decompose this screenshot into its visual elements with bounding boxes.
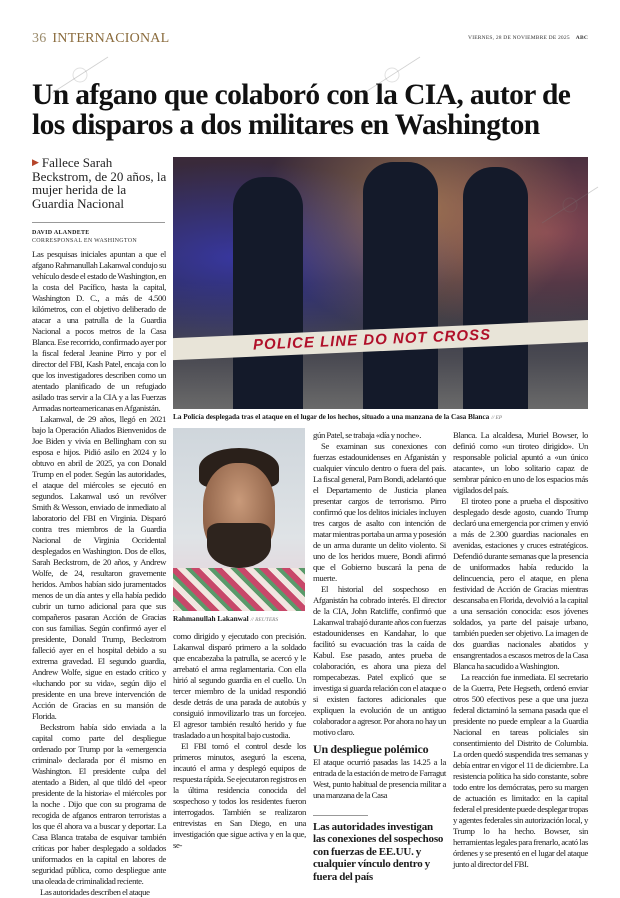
main-photo <box>173 157 588 409</box>
article-column-4 <box>453 430 588 870</box>
author-role: CORRESPONSAL EN WASHINGTON <box>32 238 138 244</box>
paragraph: El tiroteo pone a prueba el dispositivo desplegado desde agosto, cuando Trump declaró una emergencia por crimen y envió a más de 2.300 guardias nacionales en avenidas, estaciones y cruces estratégicos. Defendió durante semanas que la presencia de uniformados había reducido la delincuencia, pero el ataque, en plena festividad de Acción de Gracias mientras descansaba en Florida, devolvió a la capital a una sensación conocida: esos jóvenes soldados, ya parte del paisaje urbano, también pueden ser objetivo. La imagen de dos guardias nacionales abatidos y ensangrentados a escasos metros de la Casa Blanca ha sacudido a Washington. <box>453 496 588 671</box>
section-header <box>32 31 169 47</box>
paragraph: como dirigido y ejecutado con precisión. Lakanwal disparó primero a la soldado que encabezaba la patrulla, se acercó y le arrebató el arma reglamentaria. Con ella hirió al segundo guardia en el cuello. Un tercer miembro de la unidad respondió desde detrás de una parada de autobús y consiguió inmovilizarlo tras un forcejeo. El agresor también resultó herido y fue trasladado a un hospital bajo custodia. <box>173 631 306 740</box>
article-column-2 <box>173 631 306 851</box>
publication-name: ABC <box>575 35 588 41</box>
pull-quote: Las autoridades investigan las conexiones del sospechoso con fuerzas de EE.UU. y cualquier vínculo dentro y fuera del país <box>313 821 444 883</box>
paragraph: gún Patel, se trabaja «día y noche». <box>313 430 422 440</box>
paragraph: El FBI tomó el control desde los primeros minutos, aseguró la escena, incautó el arma y desplegó equipos de respuesta rápida. Se ejecutaron registros en la última residencia conocida del sospechoso y todos los residentes fueron interrogados. También se realizaron entrevistas en San Diego, en una investigación que sigue activa y en la que, se- <box>173 741 306 850</box>
photo-credit: // REUTERS <box>250 617 279 623</box>
author-name: DAVID ALANDETE <box>32 230 90 236</box>
paragraph: Blanca. La alcaldesa, Muriel Bowser, lo definió como «un tiroteo dirigido». Un responsable policial apuntó a «un único atacante», un lobo solitario capaz de sembrar pánico en uno de los espacios más vigilados del país. <box>453 430 588 495</box>
divider <box>313 815 368 816</box>
photo-officer <box>233 177 303 409</box>
portrait-photo <box>173 428 305 611</box>
paragraph: Se examinan sus conexiones con fuerzas estadounidenses en Afganistán y cualquier vínculo dentro o fuera del país. La fiscal general, Pam Bondi, adelantó que el Departamento de Justicia planea presentar cargos de terrorismo. Pirro confirmó que los delitos iniciales incluyen tres cargos de asalto con intención de matar mientras portaba un arma y posesión de un arma durante un delito violento. Si uno de los heridos muere, Bondi afirmó que el Gobierno buscará la pena de muerte. <box>313 441 446 583</box>
paragraph: Las pesquisas iniciales apuntan a que el afgano Rahmanullah Lakanwal condujo su vehículo desde el estado de Washington, en la costa del Pacífico, hasta la capital, Washington D. C., a más de 4.500 kilómetros, con el objetivo deliberado de atacar a una patrulla de la Guardia Nacional a pocos metros de la Casa Blanca. Ese recorrido, confirmado ayer por la fiscal federal Jeanine Pirro y por el director del FBI, Kash Patel, encaja con lo que los investigadores describen como un atentado planificado de un refugiado asilado tras servir a la CIA y a las Fuerzas Armadas norteamericanas en Afganistán. <box>32 249 166 413</box>
paragraph: Beckstrom había sido enviada a la capital como parte del despliegue ordenado por Trump por la «emergencia criminal» declarada por él mismo en Washington. El presidente culpa del atentado a Biden, al que tildó del «peor presidente de la historia» el miércoles por la noche . Dijo que con su programa de recogida de afganos entraron terroristas a los que él ahora va a buscar y deportar. La Casa Blanca trataba de esquivar también críticas por haber desplegado a soldados uniformados en la capital en labores de seguridad pública, como despliegue ante una oleada de criminalidad reciente. <box>32 722 166 886</box>
headline: Un afgano que colaboró con la CIA, autor de los disparos a dos militares en Washington <box>32 79 571 141</box>
photo-caption <box>173 412 593 421</box>
paragraph: Las autoridades describen el ataque <box>40 887 150 897</box>
paragraph: La reacción fue inmediata. El secretario de la Guerra, Pete Hegseth, ordenó enviar otros 500 efectivos pese a que una jueza federal dictaminó la semana pasada que el presidente no puede emplear a la Guardia Nacional en tareas policiales sin consentimiento del Distrito de Columbia. La orden quedó suspendida tres semanas y debía entrar en vigor el 11 de diciembre. La resistencia política ha sido constante, sobre todo entre los demócratas, pero su margen de actuación es limitado: en la capital federal el presidente puede desplegar tropas y agentes federales sin autorización local, y Trump lo ha hecho. Bowser, sin herramientas legales para frenarlo, acató las órdenes y se presentó en el lugar del ataque junto al director del FBI. <box>453 672 588 869</box>
section-name: INTERNACIONAL <box>52 31 170 46</box>
portrait-beard <box>207 523 271 568</box>
dateline <box>468 35 588 41</box>
portrait-caption <box>173 614 278 623</box>
page-number: 36 <box>32 31 47 46</box>
paragraph: El historial del sospechoso en Afganistán ha cobrado interés. El director de la CIA, John Ratcliffe, confirmó que Lakanwal trabajó durante años con fuerzas estadounidenses en Kandahar, lo que facilitó su evacuación tras la caída de Kabul. Ese pasado, antes prueba de colaboración, es ahora una pieza del rompecabezas. Patel explicó que se investiga si guarda relación con el ataque o si existen factores adicionales que expliquen la evolución de un antiguo colaborador a agresor. Por ahora no hay un motivo claro. <box>313 584 446 737</box>
article-column-3 <box>313 430 446 883</box>
triangle-bullet-icon: ▶ <box>32 157 39 167</box>
subhead <box>32 156 167 210</box>
subhead-text: Fallece Sarah Beckstrom, de 20 años, la mujer herida de la Guardia Nacional <box>32 155 167 211</box>
caption-text: La Policía desplegada tras el ataque en el lugar de los hechos, situado a una manzana de la Casa Blanca <box>173 412 490 421</box>
portrait-shirt <box>173 568 305 611</box>
byline <box>32 229 137 245</box>
police-tape: POLICE LINE DO NOT CROSS <box>173 319 588 360</box>
caption-text: Rahmanullah Lakanwal <box>173 614 249 623</box>
divider <box>32 222 165 223</box>
paragraph: El ataque ocurrió pasadas las 14.25 a la entrada de la estación de metro de Farragut West, punto habitual de presencia militar a una manzana de la Casa <box>313 757 446 800</box>
photo-officer <box>363 162 438 409</box>
paragraph: Lakanwal, de 29 años, llegó en 2021 bajo la Operación Aliados Bienvenidos de Joe Biden y vivía en Bellingham con su esposa e hijos. Pidió asilo en 2024 y lo obtuvo en abril de 2025, ya con Donald Trump en el poder. Según las autoridades, el ataque del miércoles se ejecutó en segundos. Lakanwal usó un revólver Smith & Wesson, enviado de inmediato al laboratorio del FBI en Virginia. Disparó contra tres miembros de la Guardia Nacional de Virginia Occidental desplegados en Washington. Dos de ellos, Sarah Beckstrom, de 20 años, y Andrew Wolfe, de 24, resultaron gravemente heridos. Ambos habían sido juramentados menos de un día antes y ella había pedido cubrir un turno adicional para que sus compañeros pasaran Acción de Gracias con sus familias. Según confirmó ayer el presidente, Donald Trump, Beckstrom falleció ayer en el hospital debido a su extrema gravedad. El segundo guardia, Andrew Wolfe, sigue en estado crítico y «luchando por su vida», según dijo el presidente en una breve intervención de Acción de Gracias en su mansión de Florida. <box>32 414 166 721</box>
section-subhead: Un despliegue polémico <box>313 742 429 756</box>
date: VIERNES, 28 DE NOVIEMBRE DE 2025 <box>468 35 570 41</box>
article-column-1 <box>32 249 166 898</box>
photo-credit: // EP <box>491 415 503 421</box>
photo-officer <box>463 167 528 409</box>
